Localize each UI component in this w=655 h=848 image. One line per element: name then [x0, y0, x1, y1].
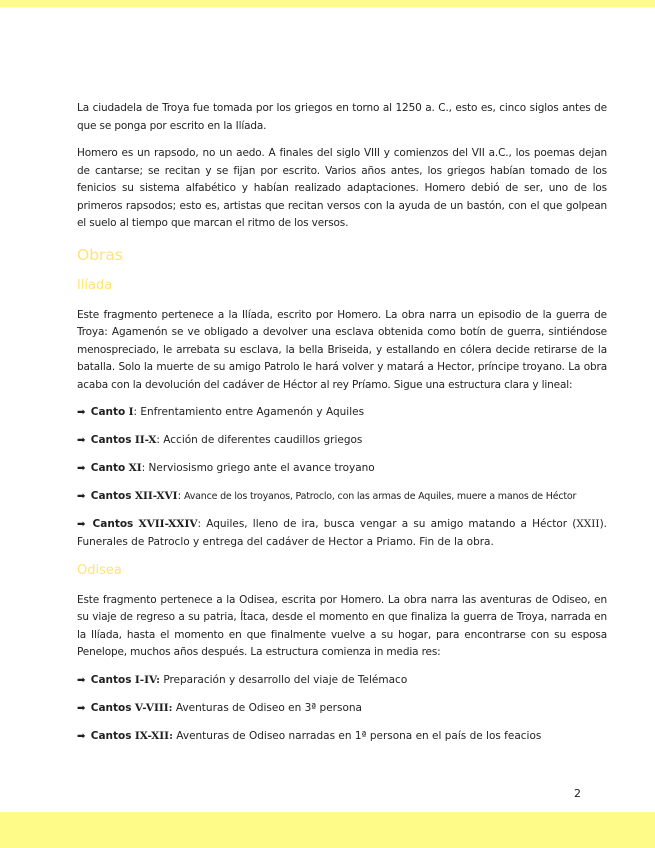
- item-separator: :: [141, 462, 146, 474]
- intro-paragraph-1: La ciudadela de Troya fue tomada por los griegos en torno al 1250 a. C., esto es, cinco siglos antes de que se ponga por escrito en la Ilíada.: [77, 102, 607, 132]
- iliada-item-3: [77, 460, 607, 478]
- arrow-right-icon: ➡: [77, 407, 86, 418]
- item-label: Cantos: [90, 729, 132, 742]
- iliada-item-5: [77, 516, 607, 551]
- item-roman-ref: XXII: [576, 518, 600, 530]
- odisea-item-2: [77, 700, 607, 718]
- item-range: I: [128, 406, 134, 418]
- item-description: Avance de los troyanos, Patroclo, con las armas de Aquiles, muere a manos de Héctor: [181, 491, 577, 502]
- item-range: XVII-XXIV: [138, 518, 198, 530]
- intro-paragraph-2: Homero es un rapsodo, no un aedo. A finales del siglo VIII y comienzos del VII a.C., los poemas dejan de cantarse; se recitan y se fijan por escrito. Varios años antes, los griegos habían tomado de los fenicios su sistema alfabético y habían realizado adaptaciones. Homero debió de ser, uno de los primeros rapsodos; esto es, artistas que recitan versos con la ayuda de un bastón, con el que golpean el suelo al tiempo que marcan el ritmo de los versos.: [77, 147, 607, 229]
- item-description: Acción de diferentes caudillos griegos: [159, 434, 363, 446]
- item-range: I-IV:: [134, 673, 160, 686]
- item-description: Aventuras de Odiseo en 3ª persona: [172, 701, 362, 714]
- item-description: Aventuras de Odiseo narradas en 1ª persona en el país de los feacios: [172, 729, 542, 742]
- item-description: Preparación y desarrollo del viaje de Telémaco: [159, 673, 408, 686]
- odisea-item-3: [77, 728, 607, 746]
- iliada-heading: Ilíada: [77, 277, 113, 293]
- item-label: Canto: [90, 462, 126, 474]
- item-range: V-VIII:: [134, 701, 173, 714]
- odisea-heading: Odisea: [77, 562, 122, 578]
- arrow-right-icon: ➡: [77, 519, 86, 530]
- arrow-right-icon: ➡: [77, 674, 86, 686]
- top-yellow-band: [0, 0, 655, 7]
- bottom-yellow-band: [0, 812, 655, 848]
- item-separator: :: [197, 518, 202, 530]
- arrow-right-icon: ➡: [77, 702, 86, 714]
- item-label: Cantos: [90, 701, 132, 714]
- arrow-right-icon: ➡: [77, 491, 86, 502]
- item-range: XII-XVI: [134, 490, 178, 502]
- arrow-right-icon: ➡: [77, 463, 86, 474]
- arrow-right-icon: ➡: [77, 435, 86, 446]
- item-description-cont: ). Funerales de Patroclo y entrega del cadáver de Hector a Priamo. Fin de la obra.: [77, 518, 608, 548]
- page-number: 2: [574, 787, 581, 800]
- item-description: Aquiles, lleno de ira, busca vengar a su amigo matando a Héctor (: [201, 518, 577, 530]
- odisea-item-1: [77, 672, 607, 690]
- arrow-right-icon: ➡: [77, 730, 86, 742]
- odisea-paragraph: Este fragmento pertenece a la Odisea, escrita por Homero. La obra narra las aventuras de Odiseo, en su viaje de regreso a su patria, Ítaca, desde el momento en que finaliza la guerra de Troya, narrada en la Ilíada, hasta el momento en que finalmente vuelve a su hogar, para encontrarse con su esposa Penelope, muchos años después. La estructura comienza in media res:: [77, 593, 607, 658]
- item-label: Cantos: [92, 518, 134, 530]
- item-label: Cantos: [90, 434, 132, 446]
- item-description: Enfrentamiento entre Agamenón y Aquiles: [137, 406, 365, 418]
- item-separator: :: [156, 434, 160, 446]
- item-label: Cantos: [90, 673, 132, 686]
- item-range: XI: [128, 462, 142, 474]
- item-separator: :: [133, 406, 138, 418]
- item-description: Nerviosismo griego ante el avance troyano: [145, 462, 375, 474]
- item-range: II-X: [134, 434, 157, 446]
- iliada-item-4: [77, 488, 607, 506]
- obras-heading: Obras: [77, 245, 123, 264]
- document-content: [77, 100, 607, 756]
- item-separator: :: [177, 490, 182, 502]
- iliada-item-2: [77, 432, 607, 450]
- item-label: Canto: [90, 406, 126, 418]
- iliada-item-1: [77, 404, 607, 422]
- item-label: Cantos: [90, 490, 132, 502]
- item-range: IX-XII:: [134, 729, 173, 742]
- iliada-paragraph: Este fragmento pertenece a la Ilíada, escrito por Homero. La obra narra un episodio de la guerra de Troya: Agamenón se ve obligado a devolver una esclava obtenida como botín de guerra, sintiéndose menospreciado, le arrebata su esclava, la bella Briseida, y estallando en cólera decide retirarse de la batalla. Solo la muerte de su amigo Patrolo le hará volver y matará a Hector, príncipe troyano. La obra acaba con la devolución del cadáver de Héctor al rey Príamo. Sigue una estructura clara y lineal:: [77, 308, 607, 391]
